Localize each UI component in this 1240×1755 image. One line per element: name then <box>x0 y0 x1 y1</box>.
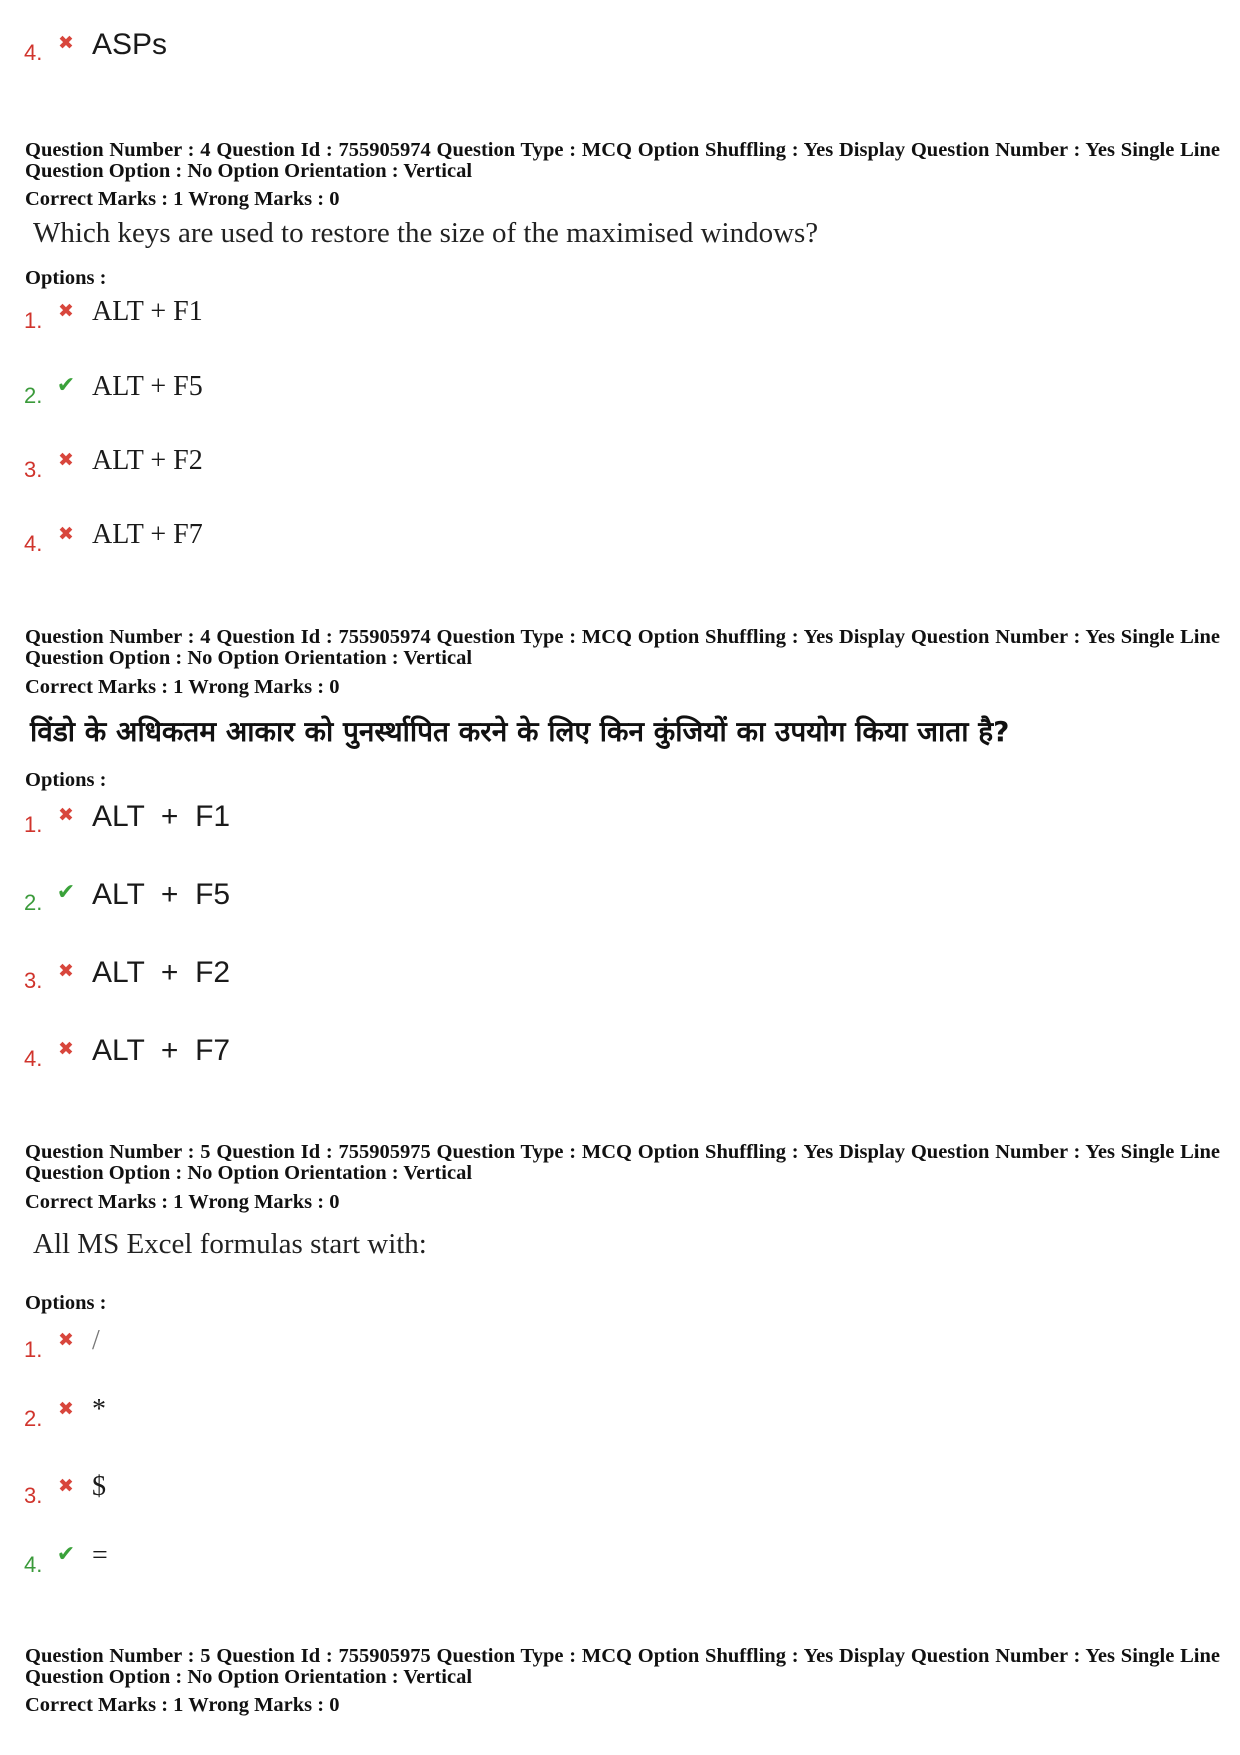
cross-icon: ✖ <box>58 1475 74 1497</box>
option-number: 3. <box>24 1483 43 1508</box>
question-marks: Correct Marks : 1 Wrong Marks : 0 <box>25 676 340 698</box>
check-icon: ✔ <box>56 880 76 905</box>
option-number: 1. <box>24 308 43 333</box>
option-text: ALT + F7 <box>92 519 203 550</box>
cross-icon: ✖ <box>58 300 74 322</box>
option-number: 4. <box>24 531 43 556</box>
option-number: 2. <box>24 1406 43 1431</box>
question-marks: Correct Marks : 1 Wrong Marks : 0 <box>25 1191 340 1213</box>
option-number: 4. <box>24 1552 43 1577</box>
question-text: All MS Excel formulas start with: <box>33 1228 427 1260</box>
options-label: Options : <box>25 769 107 791</box>
option-text: ALT + F7 <box>92 1034 231 1067</box>
option-text: ALT + F1 <box>92 296 203 327</box>
question-marks: Correct Marks : 1 Wrong Marks : 0 <box>25 1694 340 1716</box>
option-number: 4. <box>24 40 43 65</box>
question-meta: Question Number : 5 Question Id : 755905975 Question Type : MCQ Option Shuffling : Yes Display Question Number : Yes Single Line Question Option : No Option Orientation : Vertical <box>25 1141 1220 1184</box>
question-text: विंडो के अधिकतम आकार को पुनर्स्थापित करने के लिए किन कुंजियों का उपयोग किया जाता है? <box>30 715 1010 748</box>
question-meta: Question Number : 4 Question Id : 755905974 Question Type : MCQ Option Shuffling : Yes Display Question Number : Yes Single Line Question Option : No Option Orientation : Vertical <box>25 139 1220 182</box>
option-number: 2. <box>24 890 43 915</box>
check-icon: ✔ <box>56 373 76 398</box>
option-text: * <box>92 1394 106 1425</box>
option-number: 1. <box>24 1337 43 1362</box>
option-text: ALT + F2 <box>92 445 203 476</box>
option-text: ALT + F5 <box>92 878 231 911</box>
option-text: = <box>92 1540 108 1571</box>
options-label: Options : <box>25 1292 107 1314</box>
cross-icon: ✖ <box>58 804 74 826</box>
cross-icon: ✖ <box>58 449 74 471</box>
cross-icon: ✖ <box>58 1038 74 1060</box>
question-marks: Correct Marks : 1 Wrong Marks : 0 <box>25 188 340 210</box>
option-text: ASPs <box>92 28 168 61</box>
option-text: ALT + F2 <box>92 956 231 989</box>
option-text: $ <box>92 1471 106 1502</box>
check-icon: ✔ <box>56 1542 76 1567</box>
question-meta: Question Number : 5 Question Id : 755905975 Question Type : MCQ Option Shuffling : Yes Display Question Number : Yes Single Line Question Option : No Option Orientation : Vertical <box>25 1645 1220 1688</box>
option-number: 2. <box>24 383 43 408</box>
cross-icon: ✖ <box>58 1398 74 1420</box>
option-text: ALT + F5 <box>92 371 203 402</box>
cross-icon: ✖ <box>58 523 74 545</box>
option-text: / <box>92 1325 100 1356</box>
option-number: 3. <box>24 968 43 993</box>
option-number: 3. <box>24 457 43 482</box>
option-text: ALT + F1 <box>92 800 231 833</box>
cross-icon: ✖ <box>58 32 74 54</box>
option-number: 1. <box>24 812 43 837</box>
cross-icon: ✖ <box>58 1329 74 1351</box>
question-text: Which keys are used to restore the size of the maximised windows? <box>33 217 819 249</box>
question-meta: Question Number : 4 Question Id : 755905974 Question Type : MCQ Option Shuffling : Yes Display Question Number : Yes Single Line Question Option : No Option Orientation : Vertical <box>25 626 1220 669</box>
option-number: 4. <box>24 1046 43 1071</box>
cross-icon: ✖ <box>58 960 74 982</box>
options-label: Options : <box>25 267 107 289</box>
